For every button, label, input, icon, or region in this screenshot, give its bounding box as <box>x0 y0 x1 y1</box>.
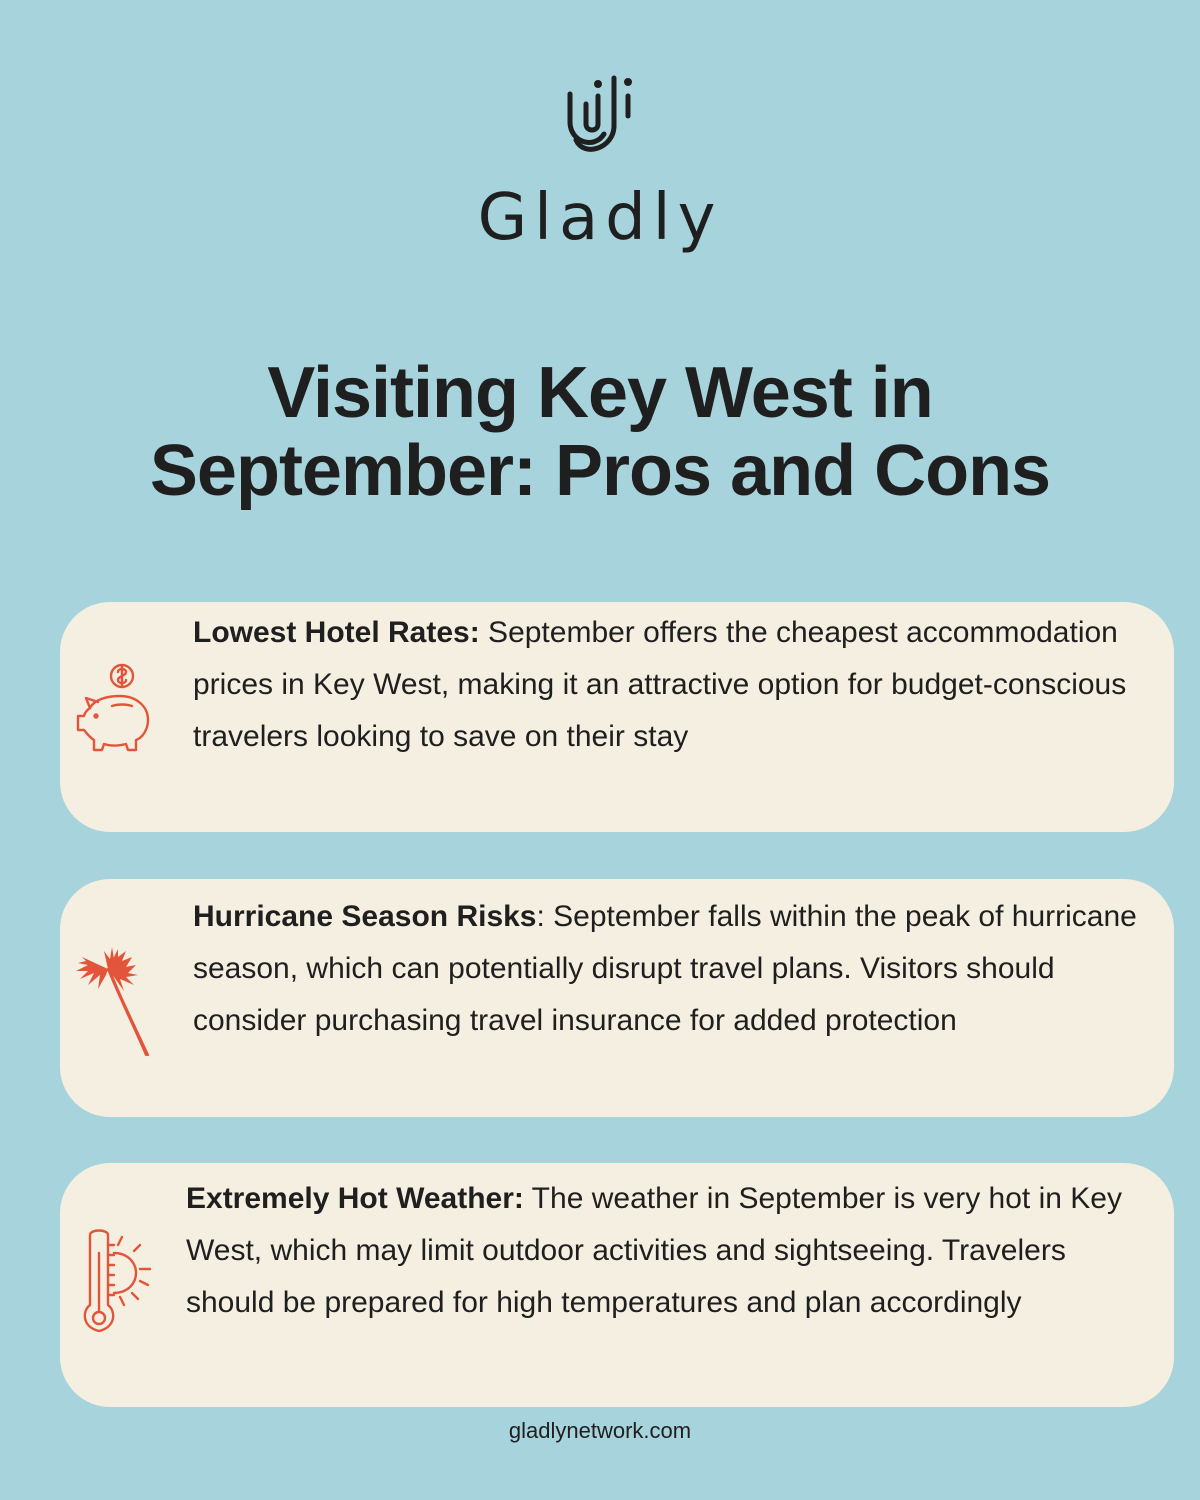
card-body: The weather in September is very hot in Key West, which may limit outdoor activities and sightseeing. Travelers should be prepared for high temperatures and plan accordingly <box>186 1182 1122 1319</box>
card-body: September offers the cheapest accommodation prices in Key West, making it an attractive option for budget-conscious travelers looking to save on their stay <box>193 616 1127 753</box>
card-text <box>193 891 1153 1047</box>
card-heading: Extremely Hot Weather: <box>186 1182 524 1215</box>
page-title <box>60 354 1140 510</box>
card-body: : September falls within the peak of hurricane season, which can potentially disrupt travel plans. Visitors should consider purchasing travel insurance for added protection <box>193 900 1137 1037</box>
card-heading: Hurricane Season Risks <box>193 900 537 933</box>
card-text <box>193 607 1153 763</box>
footer-website-link[interactable]: gladlynetwork.com <box>508 1418 692 1443</box>
con-card-hurricane <box>60 879 1174 1117</box>
con-card-hot-weather <box>60 1163 1174 1407</box>
gladly-logo-icon <box>560 66 642 162</box>
page-title-line-2: September: Pros and Cons <box>149 431 1051 511</box>
page-title-line-1: Visiting Key West in <box>267 353 933 433</box>
card-text <box>186 1173 1154 1329</box>
pro-card-hotel-rates <box>60 602 1174 832</box>
card-heading: Lowest Hotel Rates: <box>193 616 480 649</box>
thermometer-sun-icon <box>78 1223 154 1339</box>
palm-tree-icon <box>74 945 154 1061</box>
piggy-bank-icon <box>68 662 152 758</box>
brand-name: Gladly <box>477 181 723 255</box>
